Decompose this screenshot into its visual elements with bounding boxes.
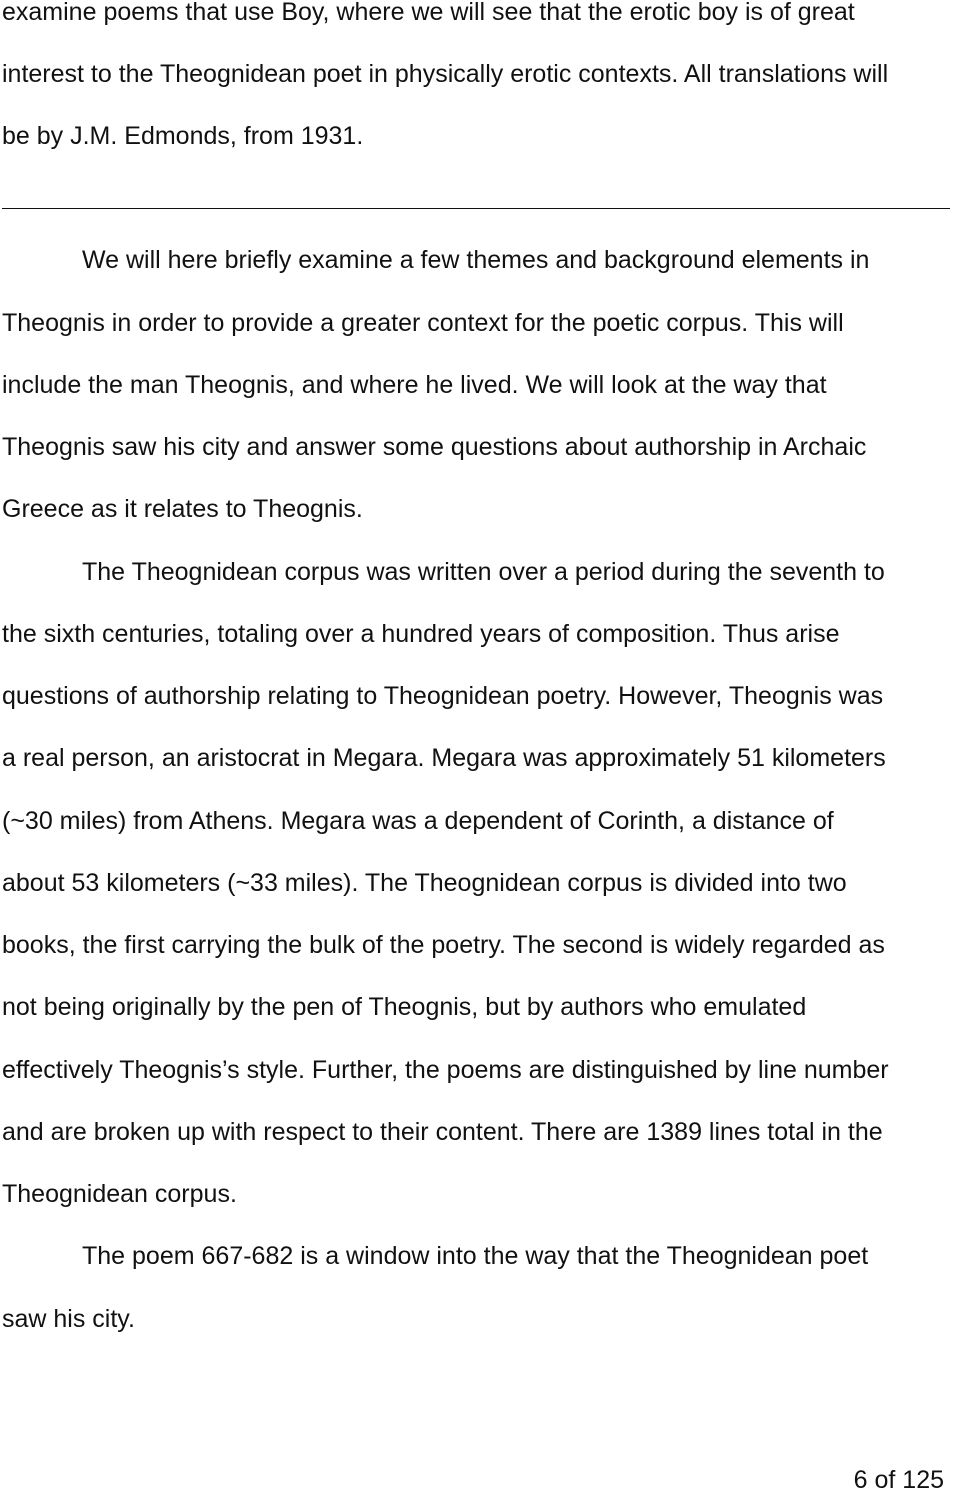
text-line: and are broken up with respect to their content. There are 1389 lines total in the: [2, 1118, 883, 1146]
text-line: the sixth centuries, totaling over a hundred years of composition. Thus arise: [2, 620, 840, 648]
text-line: The poem 667-682 is a window into the way that the Theognidean poet: [82, 1242, 869, 1270]
page-number: 6 of 125: [853, 1466, 944, 1494]
text-line: be by J.M. Edmonds, from 1931.: [2, 122, 364, 150]
text-line: a real person, an aristocrat in Megara. Megara was approximately 51 kilometers: [2, 744, 886, 772]
text-line: interest to the Theognidean poet in physically erotic contexts. All translations will: [2, 60, 889, 88]
horizontal-rule: [2, 208, 950, 209]
text-line: Theognidean corpus.: [2, 1180, 237, 1208]
text-line: (~30 miles) from Athens. Megara was a dependent of Corinth, a distance of: [2, 807, 834, 835]
text-line: not being originally by the pen of Theognis, but by authors who emulated: [2, 993, 807, 1021]
text-line: Theognis saw his city and answer some questions about authorship in Archaic: [2, 433, 867, 461]
text-line: saw his city.: [2, 1305, 135, 1333]
text-line: effectively Theognis’s style. Further, the poems are distinguished by line number: [2, 1056, 889, 1084]
text-line: We will here briefly examine a few themes and background elements in: [82, 246, 870, 274]
text-line: books, the first carrying the bulk of the poetry. The second is widely regarded as: [2, 931, 885, 959]
text-line: about 53 kilometers (~33 miles). The Theognidean corpus is divided into two: [2, 869, 847, 897]
text-line: questions of authorship relating to Theognidean poetry. However, Theognis was: [2, 682, 884, 710]
text-line: include the man Theognis, and where he lived. We will look at the way that: [2, 371, 827, 399]
text-line: Greece as it relates to Theognis.: [2, 495, 363, 523]
text-line: Theognis in order to provide a greater context for the poetic corpus. This will: [2, 309, 844, 337]
text-line: examine poems that use Boy, where we will see that the erotic boy is of great: [2, 0, 855, 26]
text-line: The Theognidean corpus was written over a period during the seventh to: [82, 558, 885, 586]
